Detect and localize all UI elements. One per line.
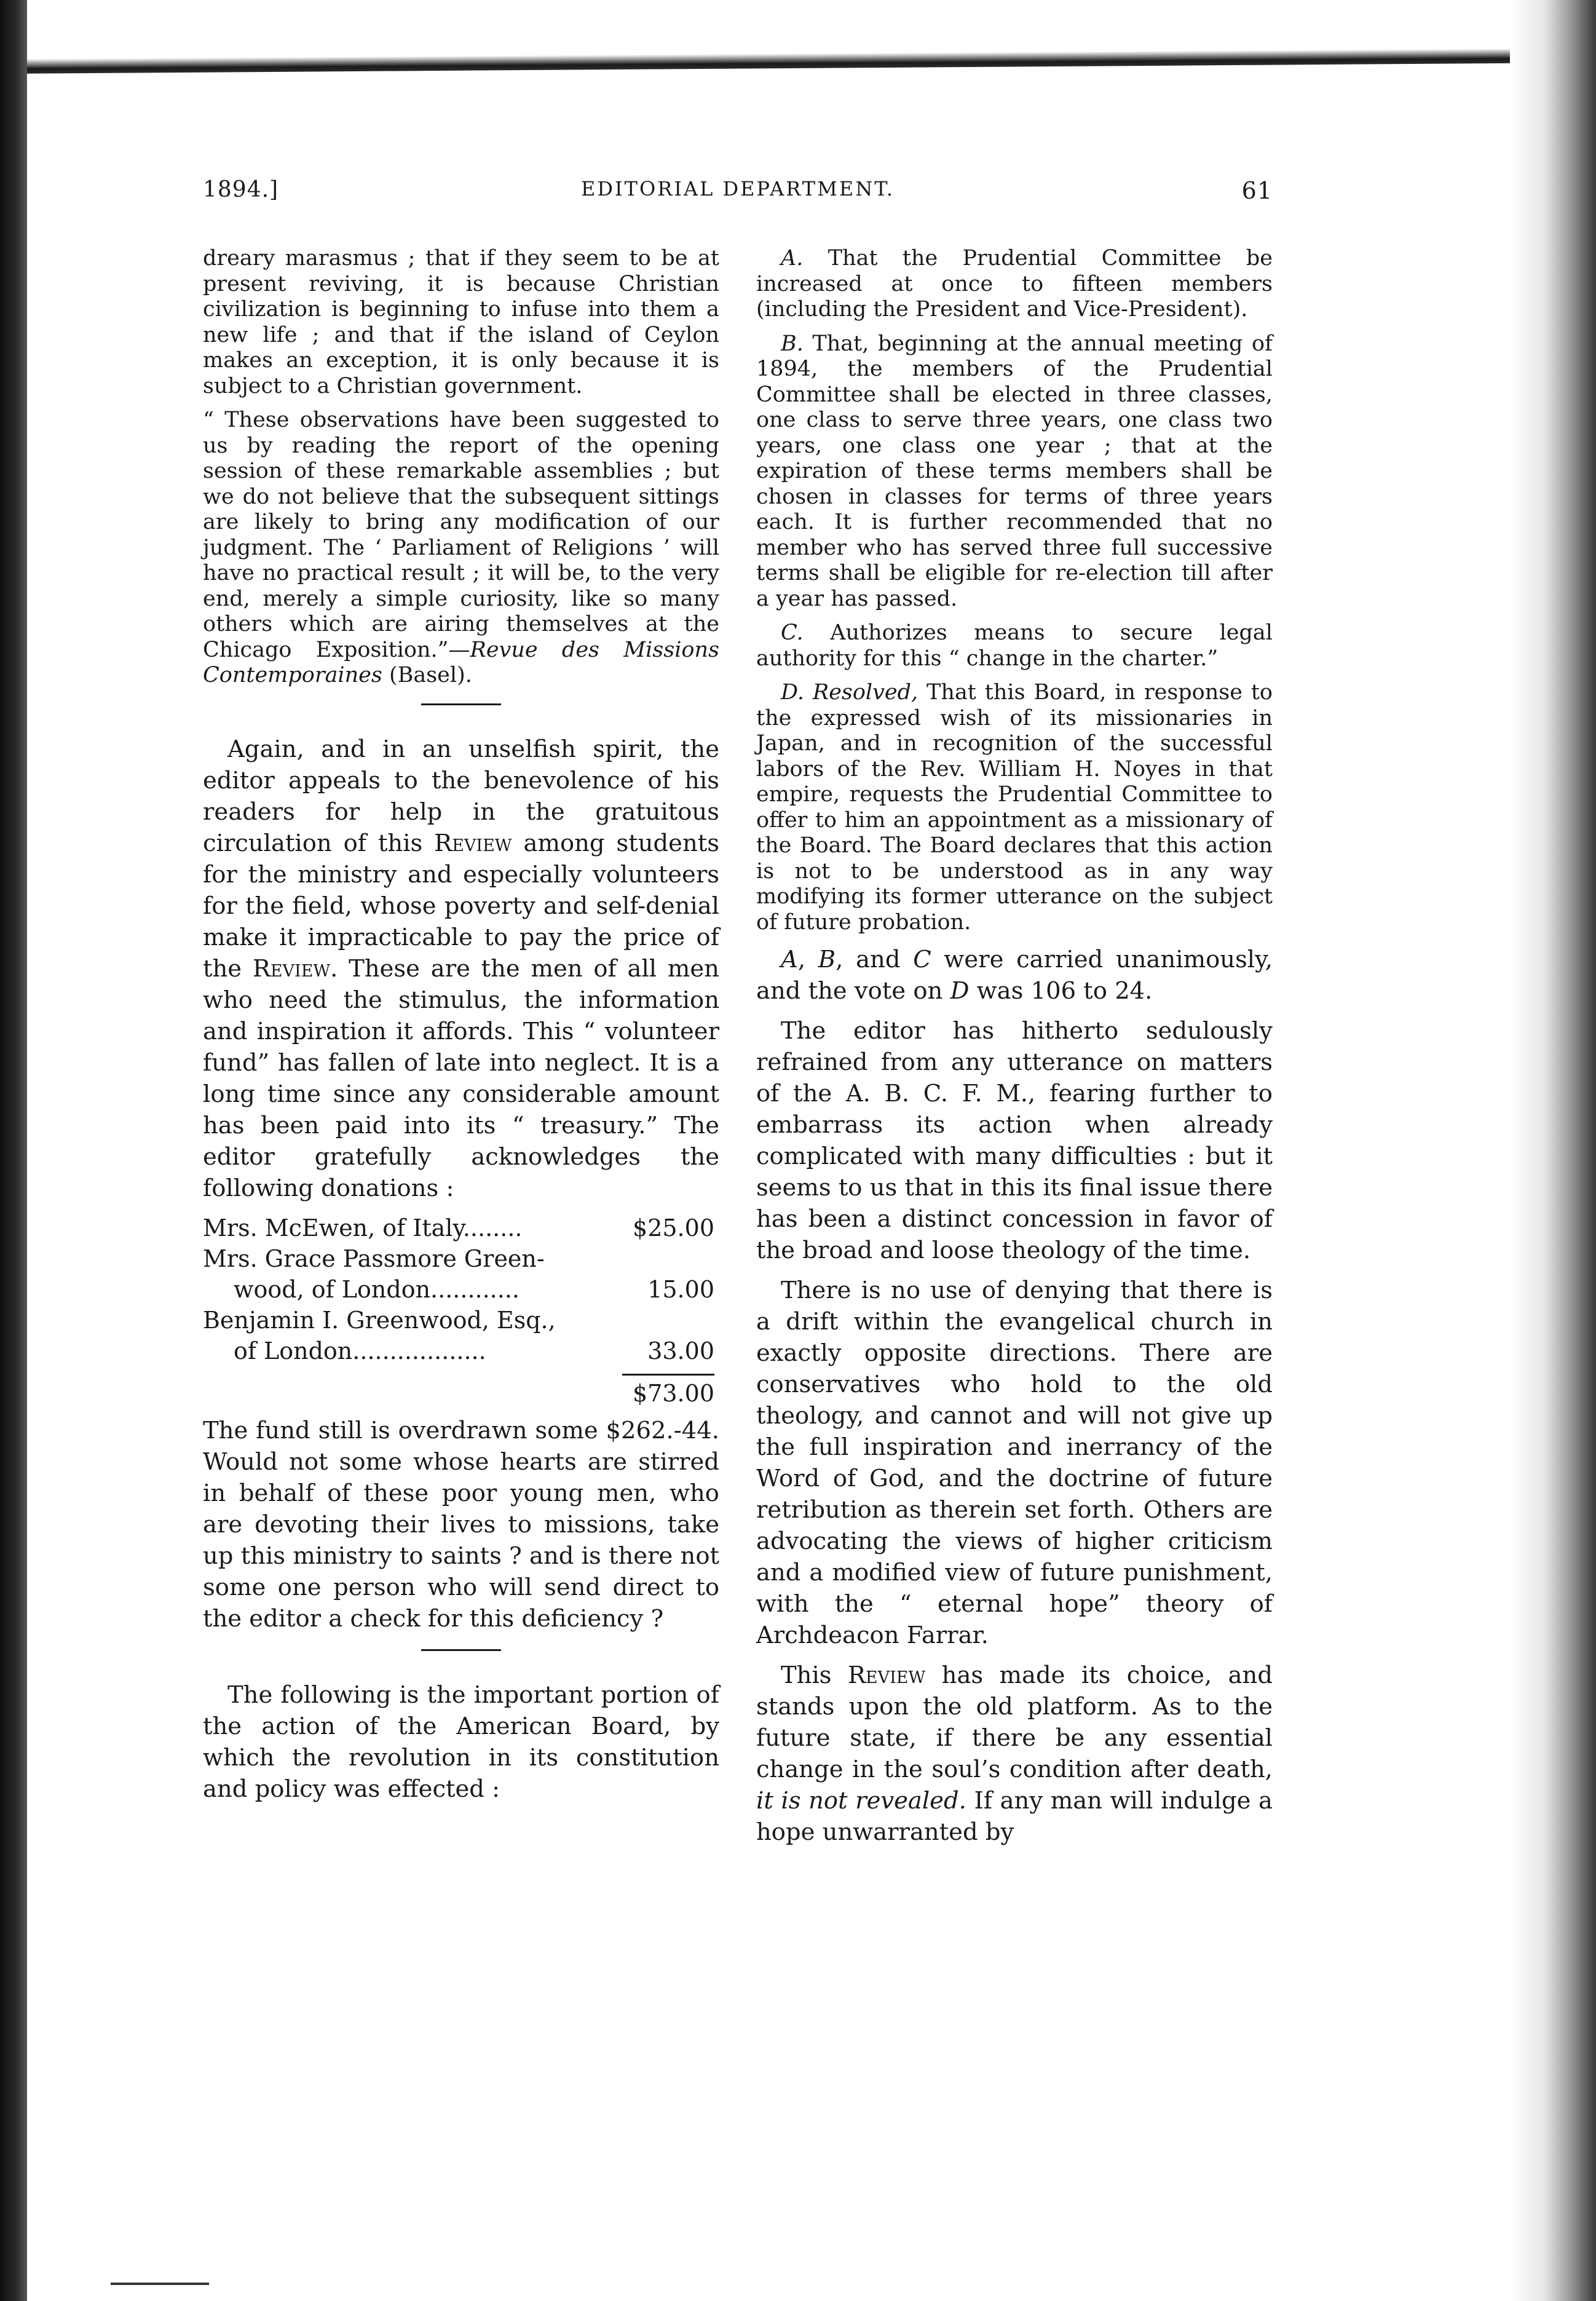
resolution-c xyxy=(756,620,1273,671)
action-intro-paragraph: The following is the important portion of the action of the American Board, by which the revolution in its constitution and policy was effected : xyxy=(203,1681,719,1803)
resolution-b xyxy=(756,331,1273,612)
donation-amount: 33.00 xyxy=(647,1337,714,1364)
fund-paragraph: The fund still is overdrawn some $262.-44. Would not some whose hearts are stirred in behalf of these poor young men, who are devoting their lives to missions, take up this ministry to saints ? and is there not some one person who will send direct to the editor a check for this deficiency ? xyxy=(203,1416,719,1633)
donation-row xyxy=(203,1243,719,1274)
quote-place: (Basel). xyxy=(382,663,472,687)
donor-name: Mrs. McEwen, of Italy........ xyxy=(203,1214,523,1242)
donation-row xyxy=(203,1213,719,1243)
right-column xyxy=(756,246,1273,1856)
donation-row xyxy=(203,1274,719,1305)
review-word: Review xyxy=(434,829,512,857)
vote-sep: , and xyxy=(836,946,914,973)
running-head-title: EDITORIAL DEPARTMENT. xyxy=(580,177,895,200)
donation-amount: $25.00 xyxy=(633,1214,714,1242)
vote-text: were carried unanimously, and the vote on xyxy=(756,946,1273,1005)
section-divider xyxy=(421,1649,501,1651)
page-number: 61 xyxy=(1241,177,1273,204)
drift-paragraph: There is no use of denying that there is a drift within the evangelical church in exactly opposite directions. There are conservatives who hold to the old theology, and cannot and will not give up the full inspiration and inerrancy of the Word of God, and the doctrine of future retribution as therein set forth. Others are advocating the views of higher criticism and a modified view of future punishment, with the “ eternal hope” theory of Archdeacon Farrar. xyxy=(756,1277,1273,1649)
quote-paragraph xyxy=(203,408,719,689)
resolution-d-label: D. Resolved, xyxy=(781,680,918,705)
vote-label-b: B xyxy=(818,946,836,973)
donations-list xyxy=(203,1213,719,1409)
resolution-c-label: C. xyxy=(781,620,804,645)
running-head xyxy=(203,172,1273,209)
scan-mark-bottom xyxy=(111,2283,209,2285)
editor-paragraph: The editor has hitherto sedulously refrained from any utterance on matters of the A. B. C. F. M., fearing further to embarrass its action when already complicated with many difficulties : but it seems to us that in this its final issue there has been a distinct concession in favor of the broad and loose theology of the time. xyxy=(756,1017,1273,1264)
choice-italic: it is not revealed. xyxy=(756,1787,966,1815)
appeal-paragraph xyxy=(203,734,719,1204)
choice-text-3: If any man will indulge a hope unwarranted by xyxy=(756,1787,1273,1846)
quote-source: —Revue des Missions Contemporaines xyxy=(203,637,719,687)
vote-sep: , xyxy=(797,946,818,973)
resolution-b-label: B. xyxy=(781,331,804,356)
review-word: Review xyxy=(847,1661,926,1689)
vote-label-a: A xyxy=(781,946,798,973)
choice-paragraph xyxy=(756,1660,1273,1848)
scan-border-right xyxy=(1510,0,1596,2301)
section-divider xyxy=(421,703,501,705)
appeal-text-2: among students for the ministry and especially volunteers for the field, whose poverty and self-denial make it impracticable to pay the price of the xyxy=(203,829,719,983)
resolution-d-text: That this Board, in response to the expressed wish of its missionaries in Japan, and in recognition of the successful labors of the Rev. William H. Noyes in that empire, requests the Prudential Committee to offer to him an appointment as a missionary of the Board. The Board declares that this action is not to be understood as in any way modifying its former utterance on the subject of future probation. xyxy=(756,680,1273,935)
quote-text: “ These observations have been suggested to us by reading the report of the opening session of these remarkable assemblies ; but we do not believe that the subsequent sittings are likely to bring any modification of our judgment. The ‘ Parliament of Religions ’ will have no practical result ; it will be, to the very end, merely a simple curiosity, like so many others which are airing themselves at the Chicago Exposition.” xyxy=(203,408,719,662)
vote-result: was 106 to 24. xyxy=(969,977,1153,1005)
scan-border-left xyxy=(0,0,27,2301)
quote-end-paragraph: dreary marasmus ; that if they seem to be at present reviving, it is because Christian civilization is beginning to infuse into them a new life ; and that if the island of Ceylon makes an exception, it is only because it is subject to a Christian government. xyxy=(203,246,719,398)
left-column xyxy=(203,246,719,1813)
donation-total: $73.00 xyxy=(633,1379,714,1407)
resolution-a xyxy=(756,246,1273,323)
vote-label-c: C xyxy=(913,946,931,973)
donor-name: Benjamin I. Greenwood, Esq., xyxy=(203,1306,556,1334)
donation-amount: 15.00 xyxy=(647,1275,714,1303)
review-word: Review xyxy=(252,954,331,983)
appeal-text-3: . These are the men of all men who need the stimulus, the information and inspiration it affords. This “ volunteer fund” has fallen of late into neglect. It is a long time since any considerable amount has been paid into its “ treasury.” The editor gratefully acknowledges the following donations : xyxy=(203,954,719,1202)
appeal-text-1: Again, and in an unselfish spirit, the editor appeals to the benevolence of his readers for help in the gratuitous circulation of this xyxy=(203,735,719,857)
donation-row xyxy=(203,1336,719,1366)
vote-paragraph xyxy=(756,944,1273,1007)
choice-text-1: This xyxy=(781,1661,848,1689)
running-head-year: 1894.] xyxy=(203,177,279,202)
donor-name-cont: wood, of London............ xyxy=(234,1275,519,1303)
sum-rule xyxy=(622,1374,714,1376)
resolution-a-label: A. xyxy=(781,246,804,271)
donor-name: Mrs. Grace Passmore Green- xyxy=(203,1245,545,1272)
resolution-c-text: Authorizes means to secure legal authority for this “ change in the charter.” xyxy=(756,620,1273,671)
scan-border-top xyxy=(0,0,1596,74)
vote-label-d: D xyxy=(950,977,970,1005)
donation-row xyxy=(203,1305,719,1336)
donor-name-cont: of London.................. xyxy=(234,1337,486,1364)
resolution-d xyxy=(756,680,1273,935)
page xyxy=(203,172,1273,2251)
choice-text-2: has made its choice, and stands upon the old platform. As to the future state, if there be any essential change in the soul’s condition after death, xyxy=(756,1661,1273,1783)
resolution-b-text: That, beginning at the annual meeting of 1894, the members of the Prudential Committee shall be elected in three classes, one class to serve three years, one class two years, one class one year ; that at the expiration of these terms members shall be chosen in classes for terms of three years each. It is further recommended that no member who has served three full successive terms shall be eligible for re-election till after a year has passed. xyxy=(756,331,1273,611)
resolution-a-text: That the Prudential Committee be increased at once to fifteen members (including the President and Vice-President). xyxy=(756,246,1273,322)
